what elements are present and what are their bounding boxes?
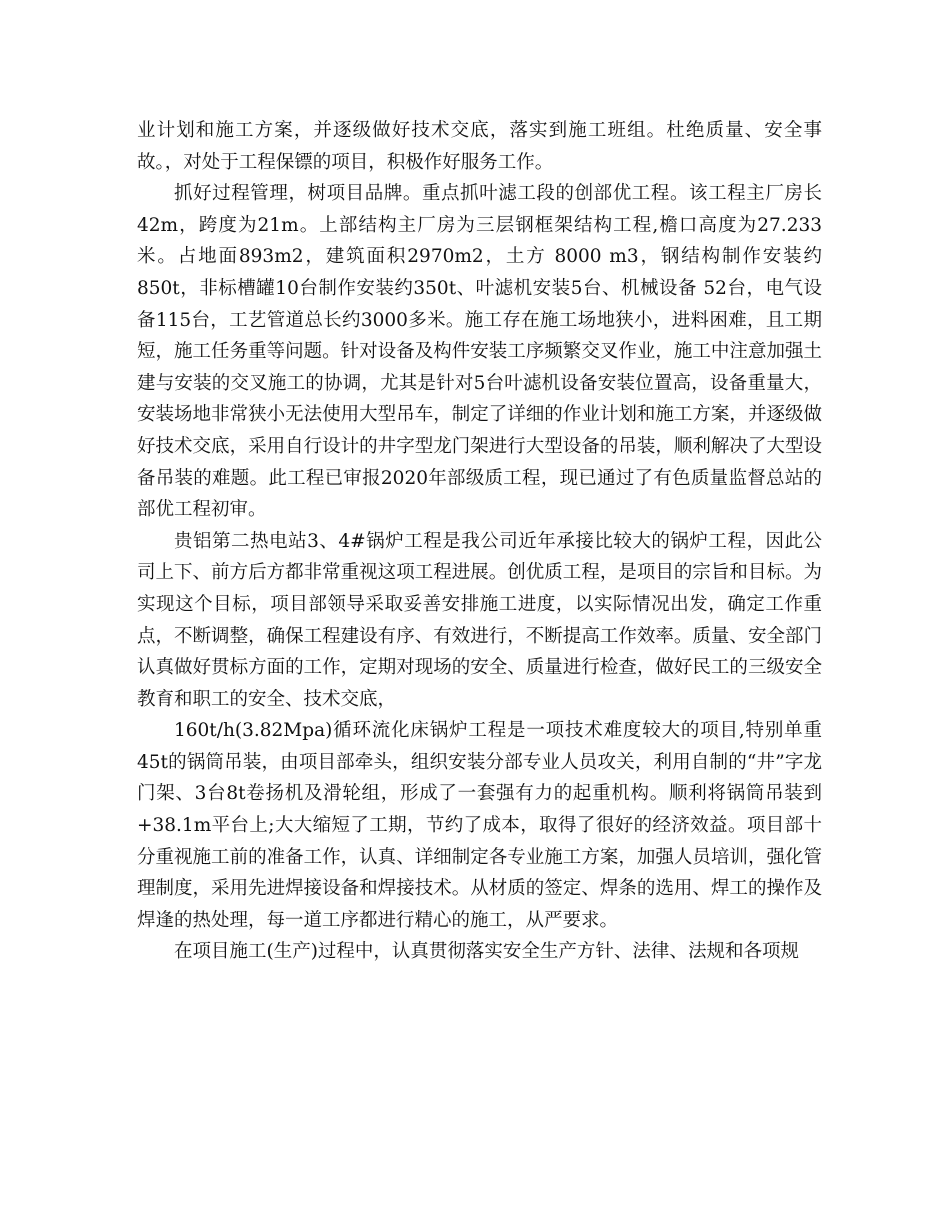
document-body xyxy=(137,115,822,968)
paragraph-3: 贵铝第二热电站3、4#锅炉工程是我公司近年承接比较大的锅炉工程，因此公司上下、前方后方都非常重视这项工程进展。创优质工程，是项目的宗旨和目标。为实现这个目标，项目部领导采取妥善安排施工进度，以实际情况出发，确定工作重点，不断调整，确保工程建设有序、有效进行，不断提高工作效率。质量、安全部门认真做好贯标方面的工作，定期对现场的安全、质量进行检查，做好民工的三级安全教育和职工的安全、技术交底， xyxy=(137,530,822,710)
paragraph-1: 业计划和施工方案，并逐级做好技术交底，落实到施工班组。杜绝质量、安全事故。，对处于工程保镖的项目，积极作好服务工作。 xyxy=(137,120,822,173)
paragraph-4: 160t/h(3.82Mpa)循环流化床锅炉工程是一项技术难度较大的项目,特别单重45t的锅筒吊装，由项目部牵头，组织安装分部专业人员攻关，利用自制的“井”字龙门架、3台8t卷扬机及滑轮组，形成了一套强有力的起重机构。顺利将锅筒吊装到+38.1m平台上;大大缩短了工期，节约了成本，取得了很好的经济效益。项目部十分重视施工前的准备工作，认真、详细制定各专业施工方案，加强人员培训，强化管理制度，采用先进焊接设备和焊接技术。从材质的签定、焊条的选用、焊工的操作及焊逢的热处理，每一道工序都进行精心的施工，从严要求。 xyxy=(137,720,822,931)
paragraph-5: 在项目施工(生产)过程中，认真贯彻落实安全生产方针、法律、法规和各项规 xyxy=(174,941,799,963)
paragraph-2: 抓好过程管理，树项目品牌。重点抓叶滤工段的创部优工程。该工程主厂房长42m，跨度为21m。上部结构主厂房为三层钢框架结构工程,檐口高度为27.233米。占地面893m2，建筑面积2970m2，土方 8000 m3，钢结构制作安装约850t，非标槽罐10台制作安装约350t、叶滤机安装5台、机械设备 52台，电气设备115台，工艺管道总长约3000多米。施工存在施工场地狭小，进料困难，且工期短，施工任务重等问题。针对设备及构件安装工序频繁交叉作业，施工中注意加强土建与安装的交叉施工的协调，尤其是针对5台叶滤机设备安装位置高，设备重量大，安装场地非常狭小无法使用大型吊车，制定了详细的作业计划和施工方案，并逐级做好技术交底，采用自行设计的井字型龙门架进行大型设备的吊装，顺利解决了大型设备吊装的难题。此工程已审报2020年部级质工程，现已通过了有色质量监督总站的部优工程初审。 xyxy=(137,183,822,521)
